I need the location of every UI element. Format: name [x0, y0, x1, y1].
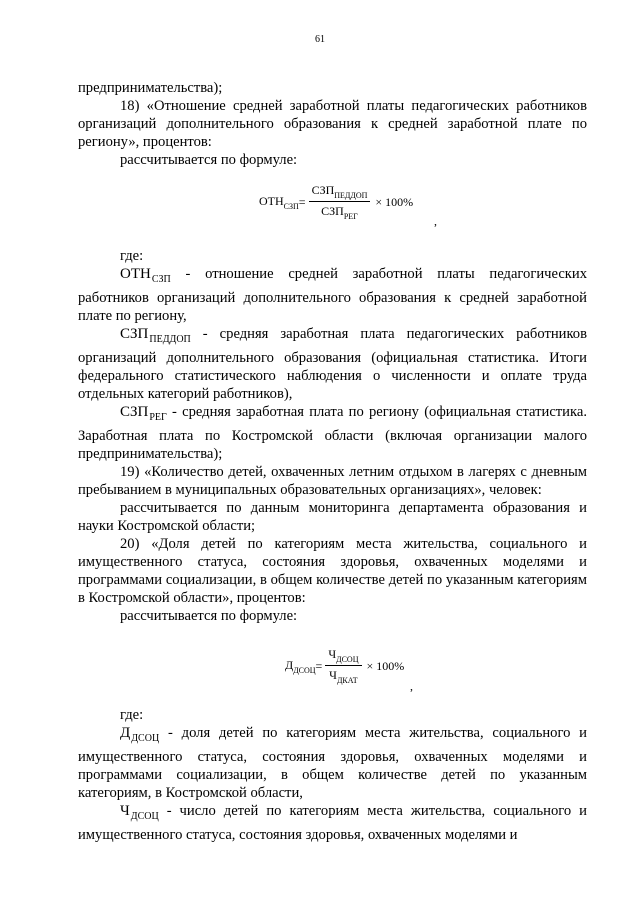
formula-1-multiplier: × 100% — [375, 194, 414, 209]
formula-2-denominator — [329, 666, 358, 685]
formula-2-denominator-symbol: Ч — [329, 668, 337, 682]
formula-2-numerator-symbol: Ч — [328, 647, 337, 661]
formula-1-lhs-symbol: ОТН — [259, 193, 284, 208]
page-number: 61 — [315, 34, 325, 45]
formula-intro-2: рассчитывается по формуле: — [120, 608, 298, 624]
definition-d-dsots — [78, 724, 587, 802]
formula-1-numerator — [309, 183, 371, 202]
formula-1-denominator-symbol: СЗП — [321, 204, 344, 218]
symbol-szp-peddop: СЗП — [120, 326, 149, 342]
paragraph-continuation: предпринимательства); — [78, 80, 223, 96]
formula-1-denominator — [321, 202, 358, 221]
definition-szp-peddop-text: - средняя заработная плата педагогических работников организаций дополнительного образования (официальная статистика. Итоги федерального статистического наблюдения о численности и оплате труда отдельных категорий работников), — [78, 326, 587, 402]
formula-1-fraction — [309, 183, 371, 221]
formula-2-multiplier: × 100% — [366, 658, 405, 673]
symbol-ch-dsots-subscript: ДСОЦ — [130, 811, 159, 822]
symbol-otn-subscript: СЗП — [151, 274, 171, 285]
item-19-heading: 19) «Количество детей, охваченных летним отдыхом в лагерях с дневным пребыванием в муниципальных образовательных организациях», человек: — [78, 464, 587, 498]
definition-otn — [78, 265, 587, 325]
formula-2-equals: = — [315, 658, 323, 673]
item-18-heading: 18) «Отношение средней заработной платы педагогических работников организаций дополнительного образования к средней заработной плате по региону», процентов: — [78, 98, 587, 150]
definition-otn-text: - отношение средней заработной платы педагогических работников организаций дополнительного образования к средней заработной плате по региону, — [78, 266, 587, 324]
where-label-2: где: — [120, 707, 144, 723]
definition-d-dsots-text: - доля детей по категориям места жительства, социального и имущественного статуса, состояния здоровья, охваченных моделями и программами социализации, в общем количестве детей по указанным категориям, в Костромской области, — [78, 725, 587, 801]
formula-1-lhs — [259, 194, 299, 211]
item-19-calculation: рассчитывается по данным мониторинга департамента образования и науки Костромской области; — [78, 500, 587, 534]
symbol-szp-reg-subscript: РЕГ — [149, 412, 167, 423]
definition-szp-reg-text: - средняя заработная плата по региону (официальная статистика. Заработная плата по Костромской области (включая организации малого предпринимательства); — [78, 404, 587, 462]
formula-1 — [259, 183, 413, 221]
item-20-heading: 20) «Доля детей по категориям места жительства, социального и имущественного статуса, состояния здоровья, охваченных моделями и программами социализации, в общем количестве детей по указанным категориям в Костромской области», процентов: — [78, 536, 587, 606]
symbol-ch-dsots: Ч — [120, 803, 130, 819]
where-label-1: где: — [120, 248, 144, 264]
formula-intro-1: рассчитывается по формуле: — [120, 152, 298, 168]
symbol-szp-reg: СЗП — [120, 404, 149, 420]
formula-2 — [285, 647, 404, 685]
formula-2-numerator — [325, 647, 361, 666]
symbol-otn: ОТН — [120, 266, 151, 282]
symbol-d-dsots: Д — [120, 725, 131, 741]
definition-szp-peddop — [78, 325, 587, 403]
definition-ch-dsots-text: - число детей по категориям места жительства, социального и имущественного статуса, состояния здоровья, охваченных моделями и — [78, 803, 587, 843]
definition-szp-reg — [78, 403, 587, 463]
formula-2-numerator-subscript: ДСОЦ — [336, 655, 359, 664]
formula-1-numerator-symbol: СЗП — [311, 183, 335, 197]
formula-2-lhs — [285, 658, 316, 675]
formula-1-comma: , — [434, 214, 437, 228]
formula-2-lhs-subscript: ДСОЦ — [293, 665, 316, 675]
formula-1-denominator-subscript: РЕГ — [343, 212, 358, 221]
definition-ch-dsots — [78, 802, 587, 844]
symbol-szp-peddop-subscript: ПЕДДОП — [149, 334, 191, 345]
formula-2-lhs-symbol: Д — [285, 657, 294, 672]
formula-1-lhs-subscript: СЗП — [283, 201, 299, 211]
symbol-d-dsots-subscript: ДСОЦ — [131, 733, 160, 744]
formula-1-equals: = — [298, 194, 306, 209]
formula-1-numerator-subscript: ПЕДДОП — [334, 191, 368, 200]
formula-2-denominator-subscript: ДКАТ — [336, 676, 358, 685]
formula-2-comma: , — [410, 679, 413, 693]
formula-2-fraction — [325, 647, 361, 685]
